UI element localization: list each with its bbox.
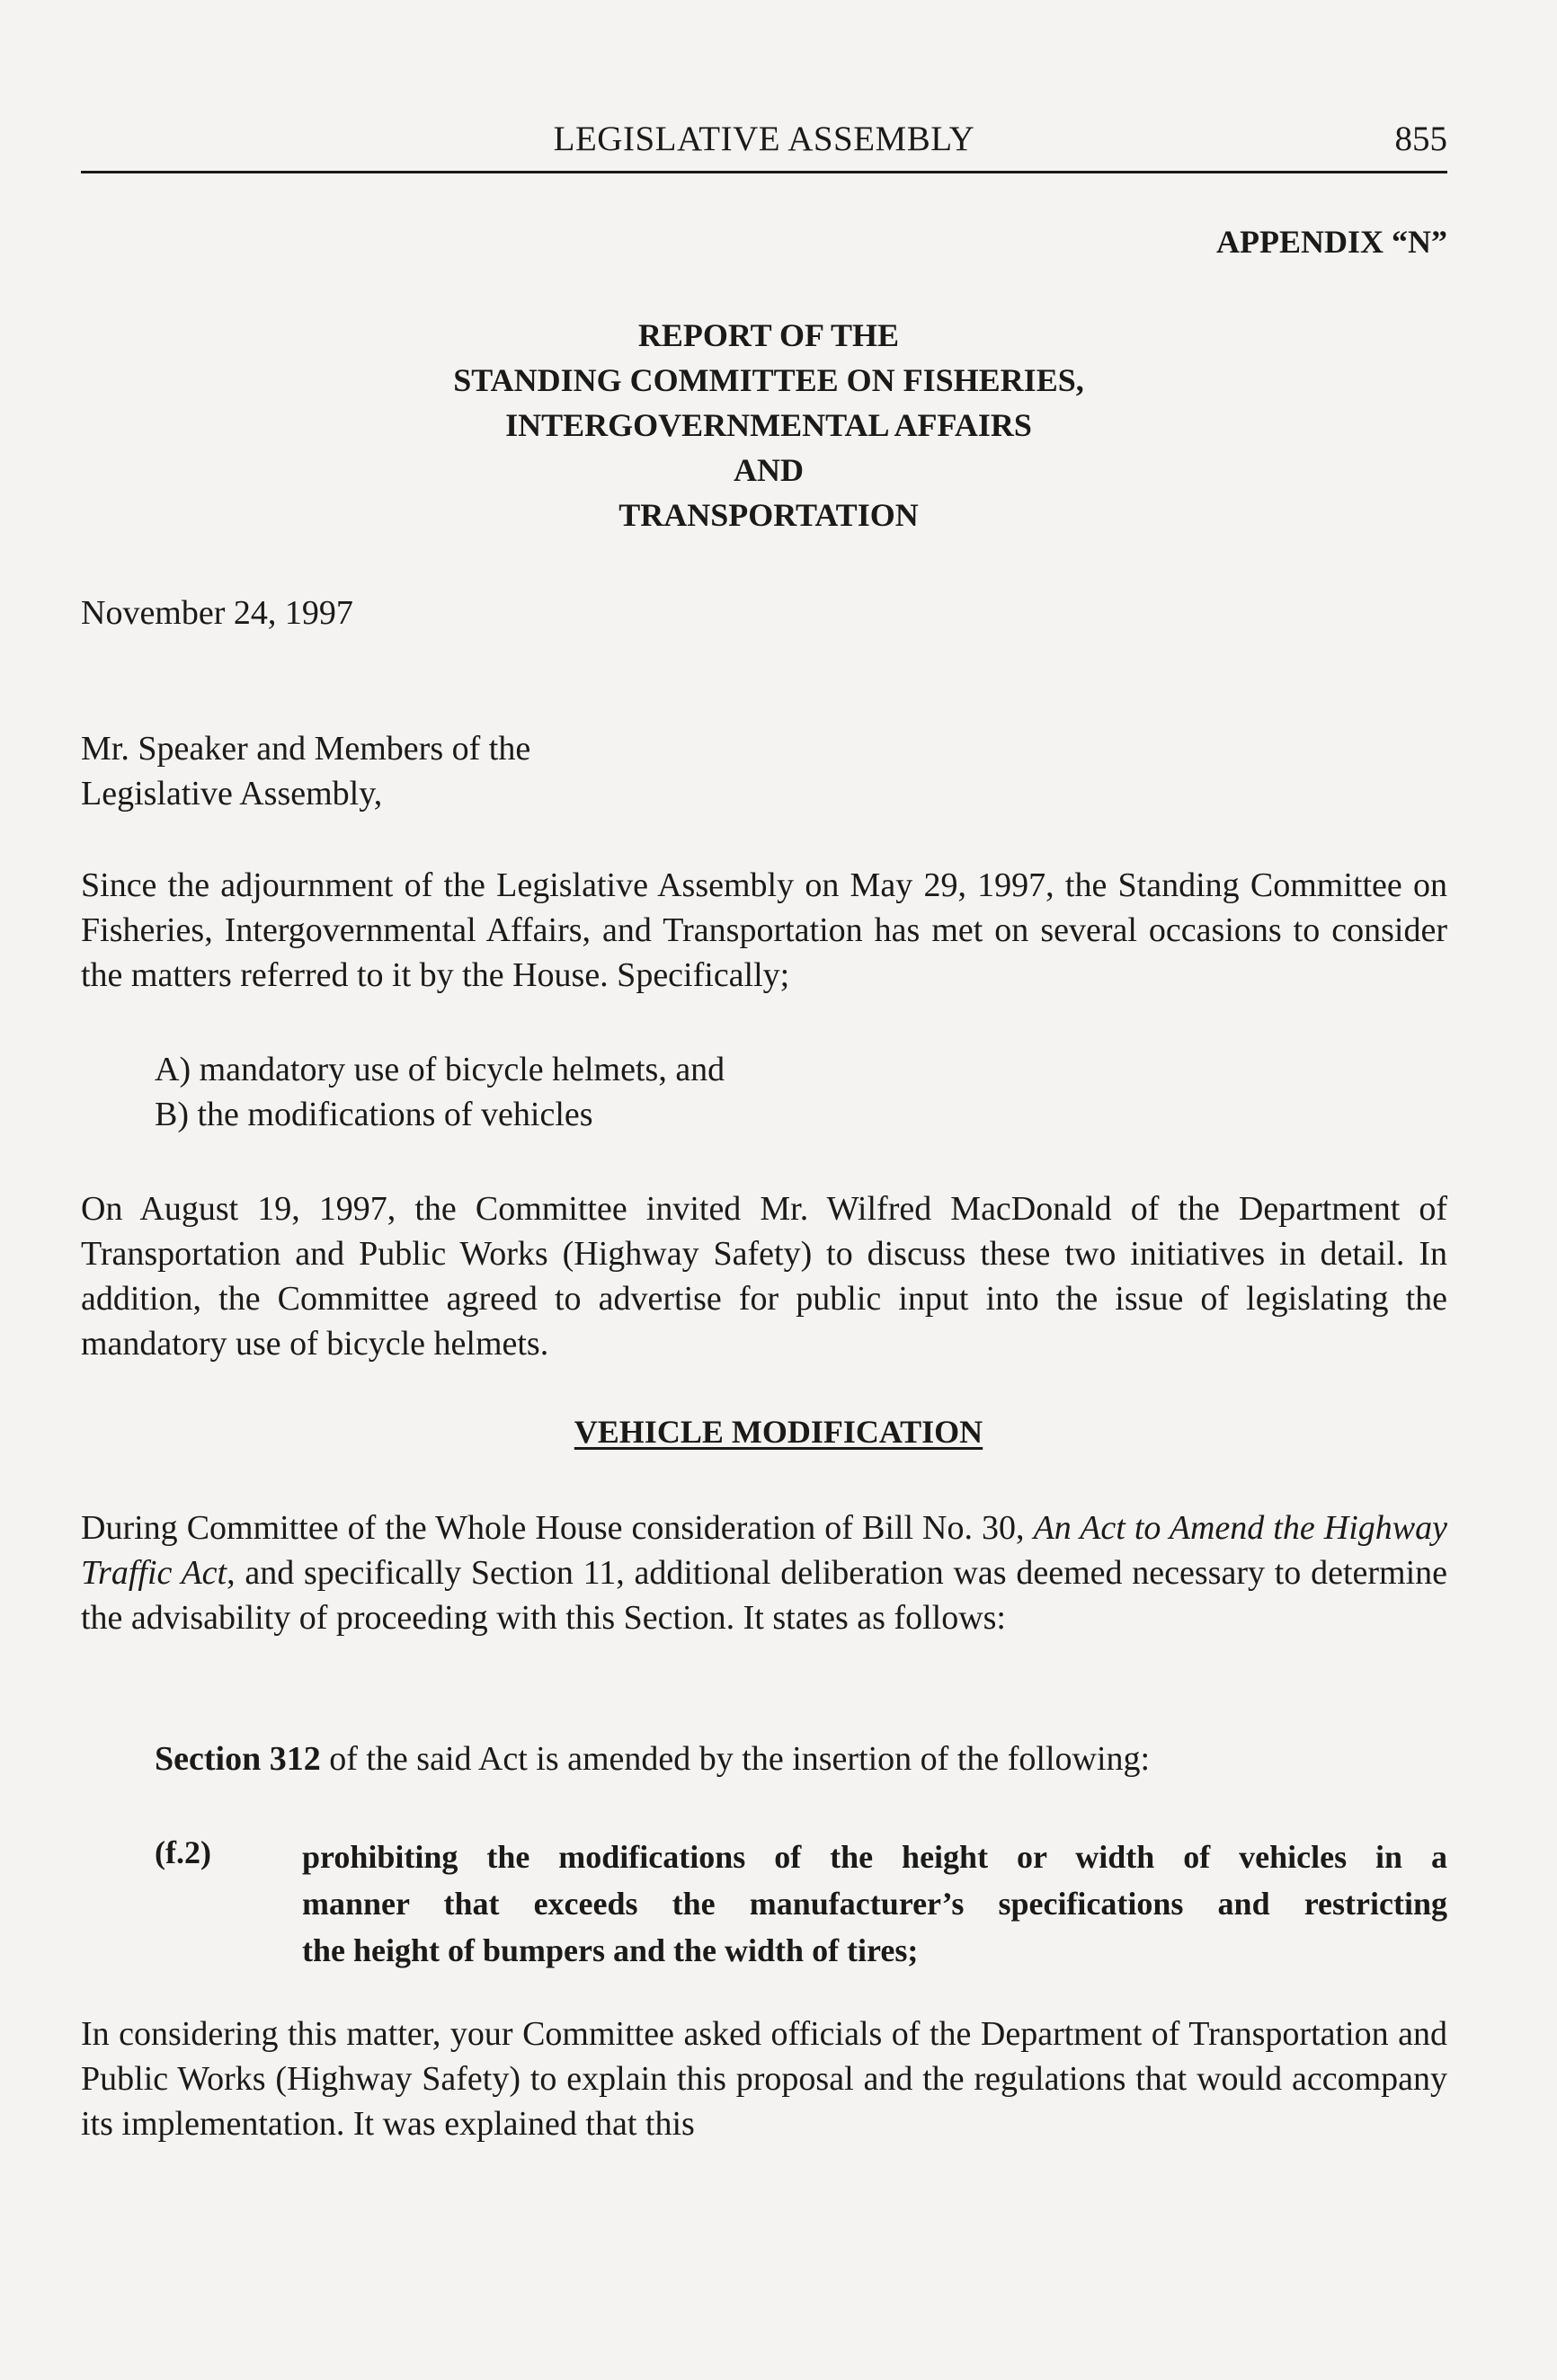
matters-list [155, 1047, 725, 1137]
appendix-label: APPENDIX “N” [1216, 224, 1447, 260]
report-date: November 24, 1997 [81, 594, 353, 632]
section-line-text: of the said Act is amended by the insertion of the following: [320, 1740, 1151, 1778]
salutation-line: Legislative Assembly, [81, 775, 383, 813]
bill-paragraph-text: , and specifically Section 11, additional deliberation was deemed necessary to determine the advisability of proceeding with this Section. It states as follows: [81, 1554, 1447, 1637]
salutation-line: Mr. Speaker and Members of the [81, 730, 531, 768]
report-title-line: AND [734, 452, 804, 488]
clause-line: manner that exceeds the manufacturer’s specifications and restricting [302, 1886, 1447, 1922]
intro-paragraph: Since the adjournment of the Legislative Assembly on May 29, 1997, the Standing Committee on Fisheries, Intergovernmental Affairs, and Transportation has met on several occasions to consider the matters referred to it by the House. Specifically; [81, 866, 1447, 994]
section-heading-text: VEHICLE MODIFICATION [574, 1414, 983, 1450]
bill-paragraph [81, 1505, 1447, 1640]
clause-label: (f.2) [155, 1834, 211, 1870]
clause-line: prohibiting the modifications of the height or width of vehicles in a [302, 1839, 1447, 1875]
act-title: An Act to Amend the Highway Traffic Act [81, 1509, 1447, 1592]
salutation [81, 726, 530, 816]
report-title-line: REPORT OF THE [637, 317, 900, 353]
august-paragraph: On August 19, 1997, the Committee invited Mr. Wilfred MacDonald of the Department of Transportation and Public Works (Highway Safety) to discuss these two initiatives in detail. In addition, the Committee agreed to advertise for public input into the issue of legislating the mandatory use of bicycle helmets. [81, 1190, 1447, 1363]
clause-line: the height of bumpers and the width of tires; [302, 1932, 919, 1968]
section-312-line [155, 1739, 1150, 1779]
report-title-line: INTERGOVERNMENTAL AFFAIRS [505, 407, 1032, 443]
report-title-line: TRANSPORTATION [618, 497, 919, 533]
bill-paragraph-text: During Committee of the Whole House consideration of Bill No. 30, [81, 1509, 1034, 1547]
running-title: LEGISLATIVE ASSEMBLY [553, 120, 975, 158]
report-title [297, 313, 1241, 537]
clause-text [302, 1834, 1447, 1974]
section-reference: Section 312 [155, 1740, 321, 1778]
page-number: 855 [1394, 120, 1447, 158]
report-title-line: STANDING COMMITTEE ON FISHERIES, [453, 362, 1084, 398]
page-header [81, 115, 1447, 173]
section-heading [0, 1413, 1557, 1451]
matter-item-a: A) mandatory use of bicycle helmets, and [155, 1051, 725, 1088]
matter-item-b: B) the modifications of vehicles [155, 1096, 593, 1133]
considering-paragraph: In considering this matter, your Committee asked officials of the Department of Transportation and Public Works (Highway Safety) to explain this proposal and the regulations that would accompany its implementation. It was explained that this [81, 2015, 1447, 2143]
